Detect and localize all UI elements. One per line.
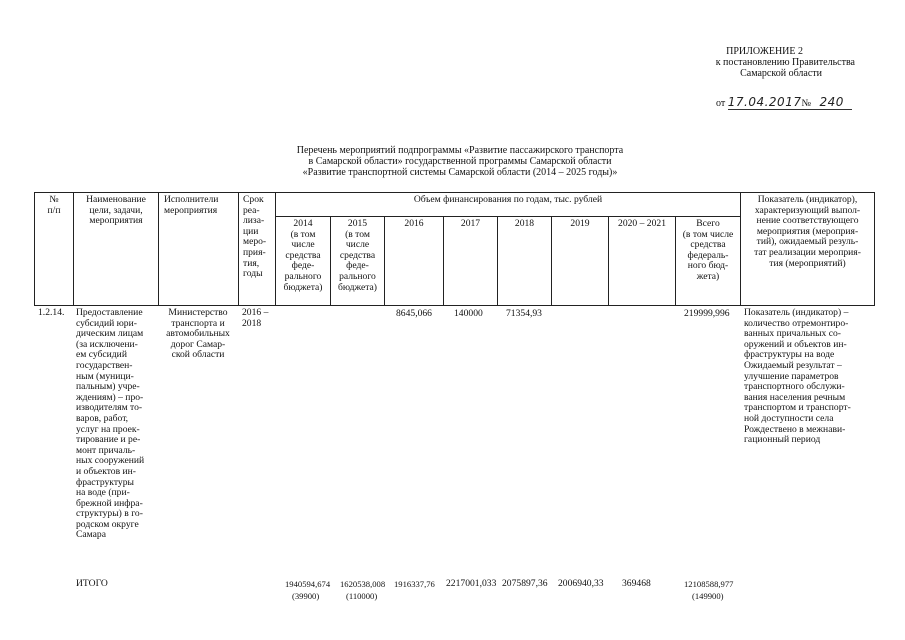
funding-subheader-line bbox=[275, 216, 740, 217]
row-value-2018: 71354,93 bbox=[506, 308, 542, 319]
header-year-2018: 2018 bbox=[514, 218, 535, 229]
header-num: № п/п bbox=[47, 194, 61, 216]
number-sign: № bbox=[801, 98, 812, 109]
row-executors: Министерство транспорта и автомобильных дорог Самар- ской области bbox=[166, 307, 230, 361]
document-title bbox=[240, 145, 680, 178]
row-value-2016: 8645,066 bbox=[396, 308, 432, 319]
appendix-line3: Самарской области bbox=[740, 68, 822, 79]
title-line-2: в Самарской области» государственной программы Самарской области bbox=[308, 156, 612, 167]
total-all: 12108588,977 bbox=[684, 579, 734, 589]
total-2014-federal: (39900) bbox=[292, 591, 320, 601]
row-indicator: Показатель (индикатор) – количество отремонтиро- ванных причальных со- оружений и объектов ин- фраструктуры на воде Ожидаемый результат – улучшение параметров транспортного обслужи- вания населения речным транспортом и транспорт- ной доступности села Рождествено в межнави- гационный период bbox=[744, 307, 851, 446]
header-name: Наименование цели, задачи, мероприятия bbox=[86, 194, 146, 227]
row-term: 2016 – 2018 bbox=[242, 307, 269, 329]
header-bottom-border bbox=[34, 305, 875, 306]
title-line-1: Перечень мероприятий подпрограммы «Развитие пассажирского транспорта bbox=[296, 145, 624, 156]
col-border-3 bbox=[238, 192, 239, 306]
total-2020-2021: 369468 bbox=[622, 578, 651, 589]
title-line-3: «Развитие транспортной системы Самарской области (2014 – 2025 годы)» bbox=[302, 167, 618, 178]
header-total: Всего (в том числе средства федераль- ного бюд- жета) bbox=[682, 218, 734, 282]
row-value-total: 219999,996 bbox=[684, 308, 730, 319]
row-value-2017: 140000 bbox=[454, 308, 483, 319]
appendix-title: ПРИЛОЖЕНИЕ 2 bbox=[726, 46, 803, 57]
header-executors: Исполнители мероприятия bbox=[164, 194, 219, 216]
header-year-2017: 2017 bbox=[460, 218, 481, 229]
signature-underline bbox=[728, 109, 852, 110]
header-indicator: Показатель (индикатор), характеризующий выпол- нение соответствующего мероприятия (мероприя- тий), ожидаемый резуль- тат реализации мероприя- тия (мероприятий) bbox=[754, 194, 861, 269]
date-prefix: от bbox=[716, 98, 726, 109]
header-term: Срок реа- лиза- ции меро- прия- тия, годы bbox=[243, 194, 267, 280]
row-number: 1.2.14. bbox=[38, 307, 65, 318]
col-border-2 bbox=[158, 192, 159, 306]
handwritten-number: 240 bbox=[819, 95, 844, 109]
header-year-2016: 2016 bbox=[404, 218, 424, 229]
header-year-2019: 2019 bbox=[570, 218, 590, 229]
total-2019: 2006940,33 bbox=[558, 578, 604, 589]
total-2015: 1620538,008 bbox=[340, 579, 386, 589]
appendix-line2: к постановлению Правительства bbox=[715, 57, 855, 68]
table-top-border bbox=[34, 192, 875, 193]
resolution-date-number bbox=[716, 95, 844, 109]
total-2017: 2217001,033 bbox=[446, 578, 497, 589]
header-year-2015: 2015 (в том числе средства феде- рального бюджета) bbox=[338, 218, 377, 293]
total-2016: 1916337,76 bbox=[394, 579, 435, 589]
total-all-federal: (149900) bbox=[692, 591, 724, 601]
total-2018: 2075897,36 bbox=[502, 578, 548, 589]
handwritten-date: 17.04.2017 bbox=[727, 95, 802, 109]
row-name: Предоставление субсидий юри- дическим лицам (за исключени- ем субсидий государствен- ным (муници- пальным) учре- ждениям) – про- изводителям то- варов, работ, услуг на проек- тирование и ре- монт причаль- ных сооружений и объектов ин- фраструктуры на воде (при- брежной инфра- структуры) в го- родском округе Самара bbox=[76, 307, 145, 541]
total-2015-federal: (110000) bbox=[346, 591, 378, 601]
total-2014: 1940594,674 bbox=[285, 579, 331, 589]
appendix-header bbox=[640, 46, 855, 79]
header-year-2014: 2014 (в том числе средства феде- рального бюджета) bbox=[283, 218, 323, 293]
header-funding: Объем финансирования по годам, тыс. рублей bbox=[413, 194, 603, 205]
header-year-2020-2021: 2020 – 2021 bbox=[618, 218, 666, 229]
col-border-13 bbox=[874, 192, 875, 306]
total-label: ИТОГО bbox=[76, 578, 108, 589]
